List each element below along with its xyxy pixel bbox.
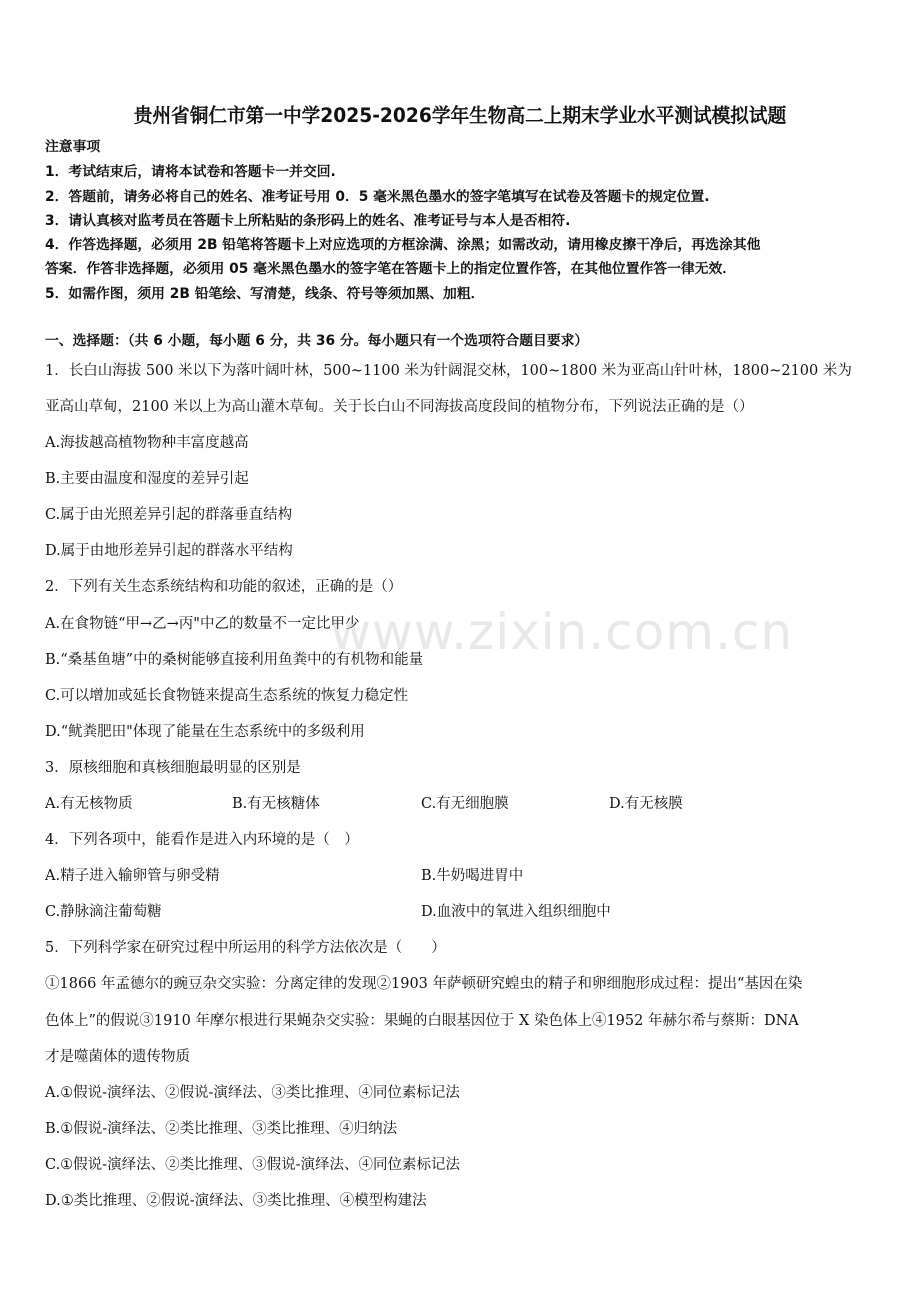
q5-desc-line3: 才是噬菌体的遗传物质 [45,1049,190,1065]
q4-option-c: C.静脉滴注葡萄糖 [45,904,162,920]
q3-options [45,794,885,814]
q2-option-a: A.在食物链“甲→乙→丙"中乙的数量不一定比甲少 [45,616,360,632]
notice-heading: 注意事项 [45,139,101,155]
q2-option-c: C.可以增加或延长食物链来提高生态系统的恢复力稳定性 [45,688,409,704]
q3-option-d: D.有无核膜 [609,796,683,812]
q5-option-c: C.①假说-演绎法、②类比推理、③假说-演绎法、④同位素标记法 [45,1157,460,1173]
q2-option-b: B.“桑基鱼塘”中的桑树能够直接利用鱼粪中的有机物和能量 [45,652,424,668]
notice-item: 1．考试结束后，请将本试卷和答题卡一并交回. [45,164,336,180]
watermark: www.zixin.com.cn [330,603,794,661]
q3-option-c: C.有无细胞膜 [421,796,509,812]
q3-option-a: A.有无核物质 [45,796,133,812]
notice-item: 2．答题前，请务必将自己的姓名、准考证号用 0．5 毫米黑色墨水的签字笔填写在试卷及答题卡的规定位置. [45,189,710,205]
q1-stem-line1: 1．长白山海拔 500 米以下为落叶阔叶林，500~1100 米为针阔混交林，100~1800 米为亚高山针叶林，1800~2100 米为 [45,363,852,379]
q1-option-a: A.海拔越高植物物种丰富度越高 [45,435,249,451]
q4-options-row1 [45,866,885,886]
q4-option-a: A.精子进入输卵管与卵受精 [45,868,220,884]
q2-option-d: D.“鱿粪肥田"体现了能量在生态系统中的多级利用 [45,724,365,740]
notice-item: 4．作答选择题，必须用 2B 铅笔将答题卡上对应选项的方框涂满、涂黑；如需改动，请用橡皮擦干净后，再选涂其他 [45,237,761,253]
q1-stem-line2: 亚高山草甸，2100 米以上为高山灌木草甸。关于长白山不同海拔高度段间的植物分布，下列说法正确的是（） [45,399,754,415]
q1-option-b: B.主要由温度和湿度的差异引起 [45,471,249,487]
q3-stem: 3．原核细胞和真核细胞最明显的区别是 [45,760,301,776]
q4-option-b: B.牛奶喝进胃中 [421,868,524,884]
q4-option-d: D.血液中的氧进入组织细胞中 [421,904,611,920]
q1-option-d: D.属于由地形差异引起的群落水平结构 [45,543,293,559]
notice-item: 答案．作答非选择题，必须用 05 毫米黑色墨水的签字笔在答题卡上的指定位置作答，在其他位置作答一律无效． [45,261,737,277]
q5-option-a: A.①假说-演绎法、②假说-演绎法、③类比推理、④同位素标记法 [45,1085,460,1101]
notice-item: 5．如需作图，须用 2B 铅笔绘、写清楚，线条、符号等须加黑、加粗． [45,286,485,302]
notice-item: 3．请认真核对监考员在答题卡上所粘贴的条形码上的姓名、准考证号与本人是否相符. [45,213,571,229]
q4-stem: 4．下列各项中，能看作是进入内环境的是（ ） [45,832,359,848]
q5-stem: 5．下列科学家在研究过程中所运用的科学方法依次是（ ） [45,940,446,956]
q2-stem: 2．下列有关生态系统结构和功能的叙述，正确的是（） [45,579,403,595]
section-heading: 一、选择题：（共 6 小题，每小题 6 分，共 36 分。每小题只有一个选项符合题目要求） [45,333,589,349]
q3-option-b: B.有无核糖体 [232,796,320,812]
q5-option-b: B.①假说-演绎法、②类比推理、③类比推理、④归纳法 [45,1121,398,1137]
q5-desc-line2: 色体上”的假说③1910 年摩尔根进行果蝇杂交实验：果蝇的白眼基因位于 X 染色体上④1952 年赫尔希与蔡斯：DNA [45,1013,799,1029]
exam-title: 贵州省铜仁市第一中学2025-2026学年生物高二上期末学业水平测试模拟试题 [133,104,787,127]
q4-options-row2 [45,902,885,922]
q5-desc-line1: ①1866 年孟德尔的豌豆杂交实验：分离定律的发现②1903 年萨顿研究蝗虫的精子和卵细胞形成过程：提出“基因在染 [45,976,803,992]
q5-option-d: D.①类比推理、②假说-演绎法、③类比推理、④模型构建法 [45,1193,427,1209]
q1-option-c: C.属于由光照差异引起的群落垂直结构 [45,507,293,523]
